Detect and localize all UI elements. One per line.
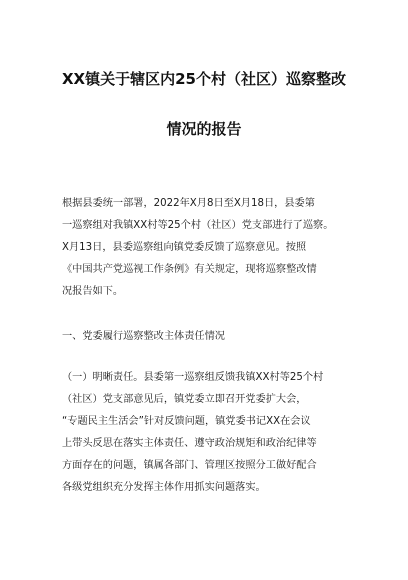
intro-line: 《中国共产党巡视工作条例》有关规定，现将巡察整改情 xyxy=(62,264,317,275)
document-title-line-2: 情况的报告 xyxy=(166,120,242,138)
intro-line: 况报告如下。 xyxy=(62,286,124,297)
section-heading: 一、党委履行巡察整改主体责任情况 xyxy=(62,331,225,342)
intro-paragraph xyxy=(62,193,354,303)
intro-line: X月13日，县委巡察组向镇党委反馈了巡察意见。按照 xyxy=(62,242,307,253)
section-paragraph xyxy=(62,367,354,499)
section-line: 各级党组织充分发挥主体作用抓实问题落实。 xyxy=(62,482,266,493)
intro-line: 一巡察组对我镇XX村等25个村（社区）党支部进行了巡察。 xyxy=(62,220,334,231)
section-line: 上带头反思在落实主体责任、遵守政治规矩和政治纪律等 xyxy=(62,438,317,449)
section-line: “专题民主生活会”针对反馈问题，镇党委书记XX在会议 xyxy=(62,416,311,427)
section-line: （社区）党支部意见后，镇党委立即召开党委扩大会， xyxy=(62,394,307,405)
section-line: （一）明晰责任。县委第一巡察组反馈我镇XX村等25个村 xyxy=(62,372,324,383)
section-line: 方面存在的问题，镇属各部门、管理区按照分工做好配合 xyxy=(62,460,317,471)
document-title-line-1: XX镇关于辖区内25个村（社区）巡察整改 xyxy=(61,70,346,88)
intro-line: 根据县委统一部署，2022年X月8日至X月18日，县委第 xyxy=(62,198,315,209)
